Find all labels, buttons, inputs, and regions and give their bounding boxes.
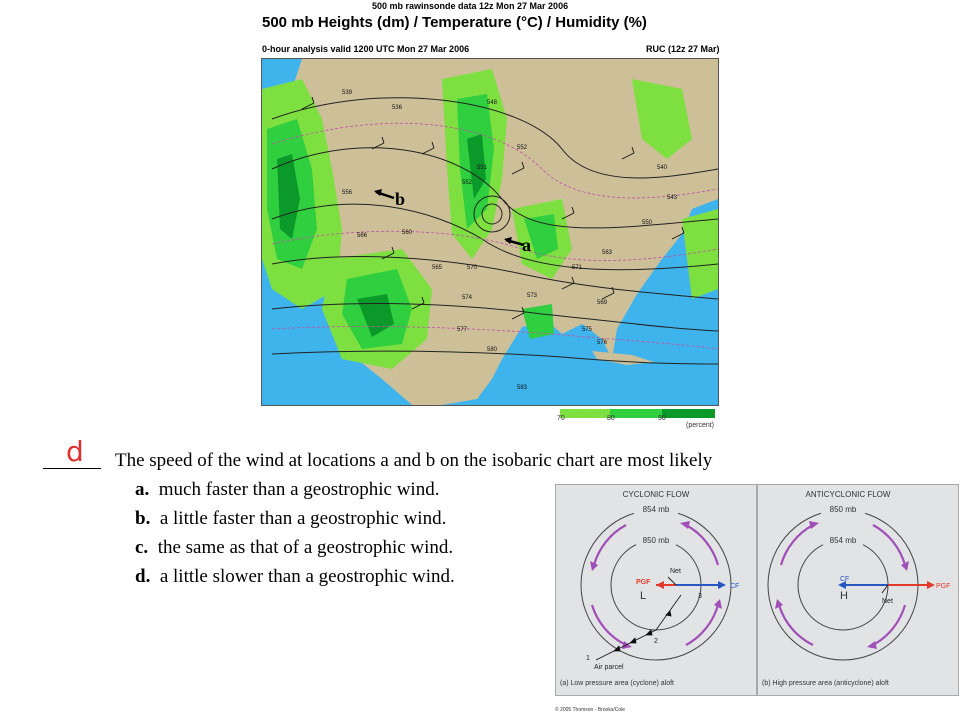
marker-a-label: a (522, 235, 531, 255)
pgf-arrowhead (927, 581, 935, 589)
net-label: Net (670, 568, 681, 575)
low-center: L (640, 590, 647, 602)
station-label: 576 (597, 340, 608, 346)
station-label: 573 (527, 293, 538, 299)
station-label: 574 (462, 295, 473, 301)
option-a (135, 479, 439, 501)
scale-tick-90: 90 (658, 415, 666, 422)
scale-tick-80: 80 (607, 415, 615, 422)
anticyclonic-title: ANTICYCLONIC FLOW (805, 490, 891, 499)
weather-map-graphic (262, 59, 718, 405)
parcel-track (596, 595, 681, 660)
point-2: 2 (654, 638, 658, 645)
station-label: 566 (357, 233, 368, 239)
pgf-label: PGF (636, 579, 651, 586)
option-letter: b. (135, 508, 151, 529)
station-label: 563 (602, 250, 613, 256)
high-center: H (840, 590, 848, 602)
station-label: 539 (342, 90, 353, 96)
copyright-text: © 2005 Thomson - Brooks/Cole (555, 707, 626, 713)
scale-mid (610, 409, 662, 418)
station-label: 565 (432, 265, 443, 271)
station-label: 556 (342, 190, 353, 196)
scale-light (560, 409, 610, 418)
option-c (135, 537, 453, 559)
station-label: 550 (642, 220, 653, 226)
pgf-label: PGF (936, 583, 951, 590)
station-label: 540 (657, 165, 668, 171)
outer-isobar-label: 850 mb (829, 505, 857, 514)
question-text: The speed of the wind at locations a and b on the isobaric chart are most likely (115, 450, 713, 471)
station-label: 575 (582, 327, 593, 333)
station-label: 569 (597, 300, 608, 306)
humidity-scale (560, 405, 715, 414)
outer-isobar-label: 854 mb (642, 505, 670, 514)
option-letter: c. (135, 537, 149, 558)
cyclonic-caption: (a) Low pressure area (cyclone) aloft (560, 680, 674, 687)
station-label: 577 (457, 327, 468, 333)
analysis-line: 0-hour analysis valid 1200 UTC Mon 27 Mar 2006 (262, 44, 470, 54)
net-label: Net (882, 598, 893, 605)
anticyclonic-caption: (b) High pressure area (anticyclone) aloft (762, 680, 889, 687)
map-title: 500 mb Heights (dm) / Temperature (°C) / Humidity (%) (262, 14, 647, 31)
anticyclonic-diagram (758, 485, 958, 695)
cyclonic-flow-panel (555, 484, 757, 696)
inner-isobar-label: 850 mb (642, 536, 670, 545)
net-arrow (668, 577, 676, 585)
option-b (135, 508, 446, 530)
pgf-arrowhead (656, 581, 664, 589)
station-label: 552 (517, 145, 528, 151)
handwritten-answer: d (66, 435, 84, 468)
cyclonic-diagram (556, 485, 756, 695)
option-letter: d. (135, 566, 151, 587)
anticyclonic-flow-panel (757, 484, 959, 696)
point-3: 3 (698, 593, 702, 600)
station-label: 536 (392, 105, 403, 111)
scale-dark (662, 409, 715, 418)
option-text: a little faster than a geostrophic wind. (159, 508, 447, 529)
answer-blank (43, 468, 101, 469)
station-label: 583 (517, 385, 528, 391)
inner-isobar-label: 854 mb (829, 536, 857, 545)
station-label: 580 (487, 347, 498, 353)
scale-tick-70: 70 (557, 415, 565, 422)
point-1: 1 (586, 655, 590, 662)
parcel-label: Air parcel (594, 664, 624, 671)
station-label: 552 (462, 180, 473, 186)
station-label: 571 (572, 265, 583, 271)
model-tag: RUC (12z 27 Mar) (646, 44, 720, 54)
station-label: 551 (477, 165, 488, 171)
humidity-scale-graphic (560, 409, 715, 418)
cf-arrowhead (718, 581, 726, 589)
station-label: 548 (487, 100, 498, 106)
option-text: a little slower than a geostrophic wind. (159, 566, 455, 587)
option-d (135, 566, 455, 588)
station-label: 570 (467, 265, 478, 271)
station-label: 543 (667, 195, 678, 201)
option-text: much faster than a geostrophic wind. (158, 479, 440, 500)
source-title: 500 mb rawinsonde data 12z Mon 27 Mar 2006 (372, 1, 569, 11)
marker-b-label: b (395, 189, 406, 209)
cf-label: CF (730, 583, 740, 590)
weather-map (261, 58, 719, 406)
scale-unit: (percent) (686, 422, 715, 429)
option-text: the same as that of a geostrophic wind. (157, 537, 454, 558)
station-label: 560 (402, 230, 413, 236)
cyclonic-title: CYCLONIC FLOW (622, 490, 690, 499)
cf-label: CF (840, 576, 850, 583)
option-letter: a. (135, 479, 150, 500)
